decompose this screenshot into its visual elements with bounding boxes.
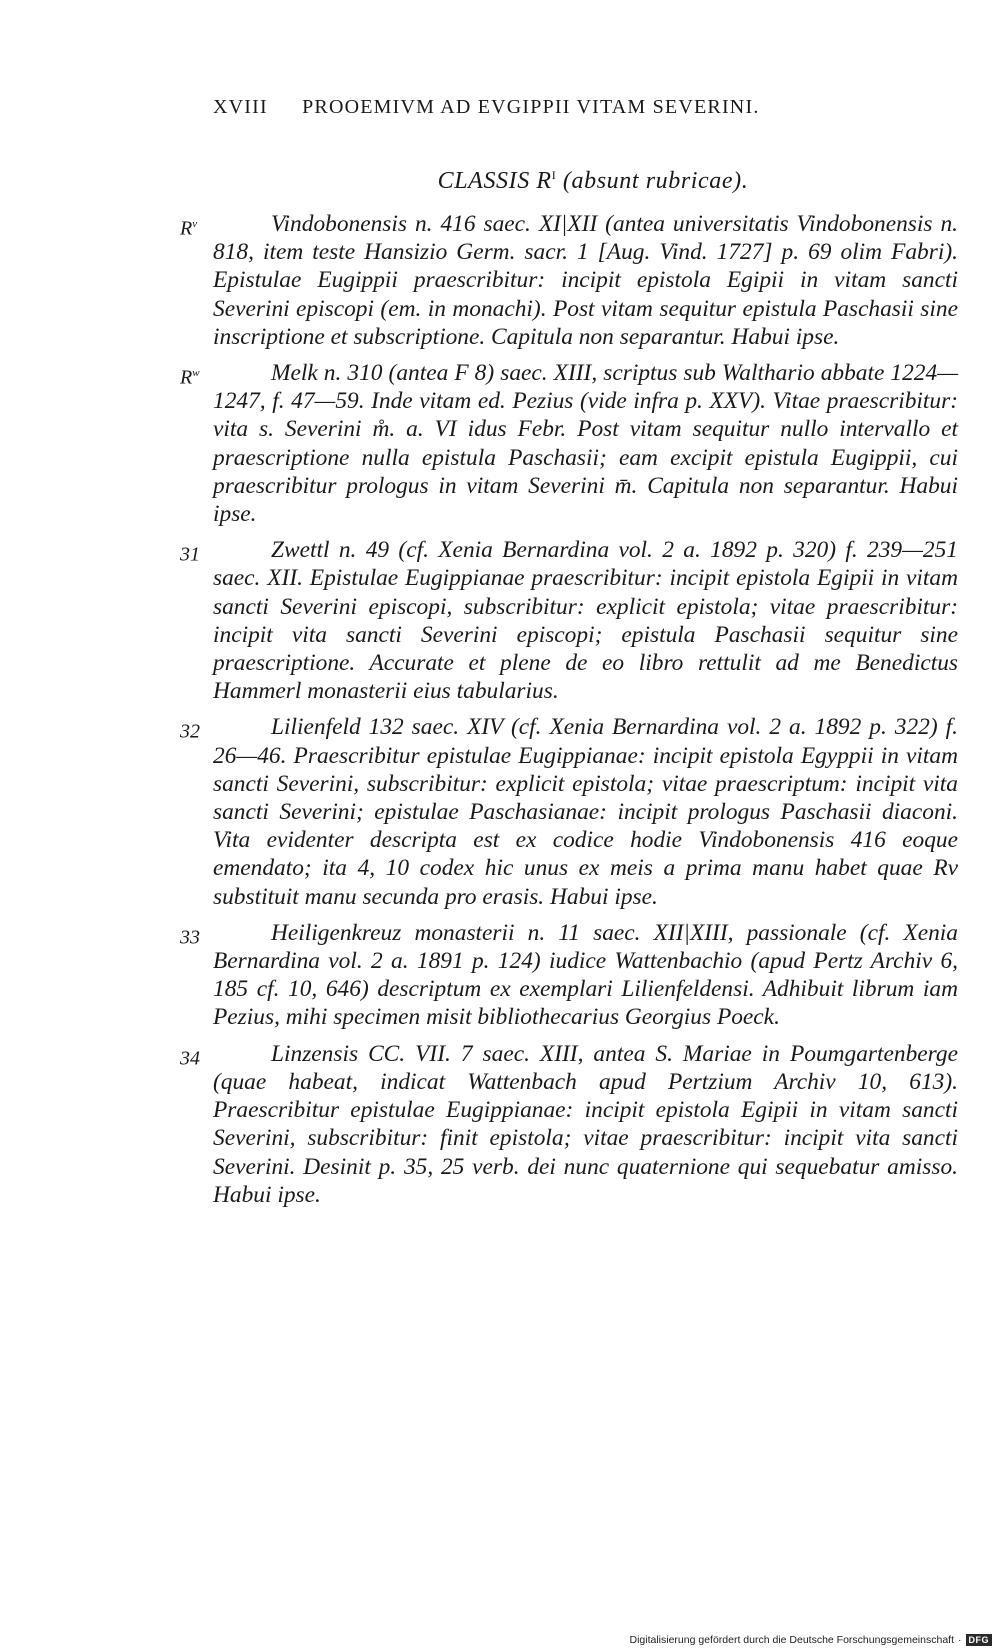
manuscript-list <box>0 210 1000 1217</box>
manuscript-entry <box>180 536 958 705</box>
manuscript-entry <box>180 359 958 528</box>
entry-siglum: 33 <box>180 926 200 949</box>
page-number: XVIII <box>213 96 268 118</box>
entry-text: Zwettl n. 49 (cf. Xenia Bernardina vol. 2 a. 1892 p. 320) f. 239—251 saec. XII. Epistulae Eugippianae praescribitur: incipit epistola Egipii in vitam sancti Severini episcopi, subscribitur: explicit epistola; vitae praescribitur: incipit vita sancti Severini episcopi; epistula Paschasii sequitur sine praescriptione. Accurate et plene de eo libro rettulit ad me Benedictus Hammerl monasterii eius tabularius. <box>213 537 958 705</box>
credit-text: Digitalisierung gefördert durch die Deutsche Forschungsgemeinschaft <box>629 1634 954 1646</box>
entry-text: Lilienfeld 132 saec. XIV (cf. Xenia Bernardina vol. 2 a. 1892 p. 322) f. 26—46. Praescribitur epistulae Eugippianae: incipit epistola Egyppii in vitam sancti Severini, subscribitur: explicit epistola; vitae praescriptum: incipit vita sancti Severini; epistulae Paschasianae: incipit prologus Paschasii diaconi. Vita evidenter descripta est ex codice hodie Vindobonensis 416 eoque emendato; ita 4, 10 codex hic unus ex meis a prima manu habet quae Rv substituit manu secunda pro erasis. Habui ipse. <box>213 714 958 910</box>
entry-siglum: $R^v$ <box>180 217 198 240</box>
entry-siglum: $R^w$ <box>180 366 200 389</box>
entry-text: Heiligenkreuz monasterii n. 11 saec. XII|XIII, passionale (cf. Xenia Bernardina vol. 2 a. 1891 p. 124) iudice Wattenbachio (apud Pertz Archiv 6, 185 cf. 10, 646) descriptum ex exemplari Lilienfeldensi. Adhibuit librum iam Pezius, mihi specimen misit bibliothecarius Georgius Poeck. <box>213 919 958 1031</box>
manuscript-entry <box>180 919 958 1032</box>
digitization-credit: Digitalisierung gefördert durch die Deutsche Forschungsgemeinschaft · DFG <box>629 1634 992 1646</box>
manuscript-entry <box>180 713 958 910</box>
entry-text: Linzensis CC. VII. 7 saec. XIII, antea S. Mariae in Poumgartenberge (quae habeat, indicat Wattenbach apud Pertzium Archiv 10, 613). Praescribitur epistulae Eugippianae: incipit epistola Egipii in vitam sancti Severini, subscribitur: finit epistola; vitae praescribitur: incipit vita sancti Severini. Desinit p. 35, 25 verb. dei nunc quaternione qui sequebatur amisso. Habui ipse. <box>213 1040 958 1208</box>
running-head <box>213 96 760 119</box>
section-title-main: CLASSIS R <box>437 168 552 194</box>
manuscript-entry <box>180 1040 958 1209</box>
entry-text: Vindobonensis n. 416 saec. XI|XII (antea universitatis Vindobonensis n. 818, item teste Hansizio Germ. sacr. 1 [Aug. Vind. 1727] p. 69 olim Fabri). Epistulae Eugippii praescribitur: incipit epistola Egipii in vitam sancti Severini episcopi (em. in monachi). Post vitam sequitur epistula Paschasii sine inscriptione et subscriptione. Capitula non separantur. Habui ipse. <box>213 211 958 350</box>
dfg-logo: DFG <box>966 1634 993 1646</box>
entry-siglum: 34 <box>180 1047 200 1070</box>
section-title <box>213 168 973 195</box>
running-title: PROOEMIVM AD EVGIPPII VITAM SEVERINI. <box>302 96 760 118</box>
section-title-rest: (absunt rubricae). <box>556 168 749 194</box>
entry-siglum: 32 <box>180 721 200 744</box>
entry-siglum: 31 <box>180 543 200 566</box>
section-title-sup: I <box>551 168 557 182</box>
entry-text: Melk n. 310 (antea F 8) saec. XIII, scriptus sub Walthario abbate 1224—1247, f. 47—59. Inde vitam ed. Pezius (vide infra p. XXV). Vitae praescribitur: vita s. Severini m̊. a. VI idus Febr. Post vitam sequitur nullo intervallo et praescriptione nulla epistula Paschasii; eam excipit epistula Eugippii, cui praescribitur prologus in vitam Severini m̄. Capitula non separantur. Habui ipse. <box>213 360 958 528</box>
manuscript-entry <box>180 210 958 351</box>
